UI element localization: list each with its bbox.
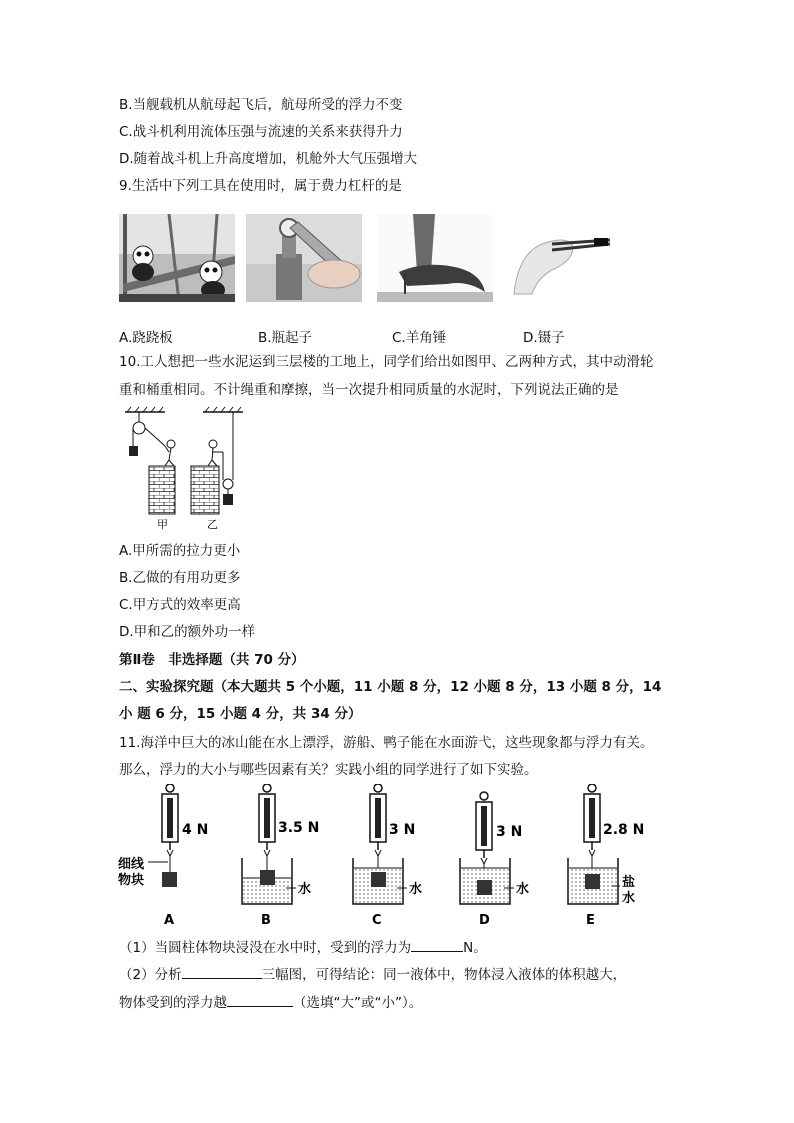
string-label: 细线 <box>118 857 145 872</box>
question-11-line1: 11.海洋中巨大的冰山能在水上漂浮，游船、鸭子能在水面游弋，这些现象都与浮力有关。 <box>119 735 654 751</box>
salt-water-label-2: 水 <box>622 891 636 906</box>
q11-sub2 <box>119 964 626 984</box>
bottle-opener-photo <box>246 214 362 302</box>
answer-blank-3[interactable] <box>227 992 293 1007</box>
answer-blank-2[interactable] <box>182 964 262 979</box>
q9-option-b: B.瓶起子 <box>258 330 313 346</box>
buoyancy-experiment-figure <box>118 784 648 932</box>
pulley-figure <box>119 404 259 532</box>
label-e: E <box>586 913 595 928</box>
question-11-line2: 那么，浮力的大小与哪些因素有关？实践小组的同学进行了如下实验。 <box>119 762 538 778</box>
question-9: 9.生活中下列工具在使用时，属于费力杠杆的是 <box>119 178 402 194</box>
q10-option-a: A.甲所需的拉力更小 <box>119 543 241 559</box>
option-c: C.战斗机利用流体压强与流速的关系来获得升力 <box>119 124 403 140</box>
tweezers-photo <box>512 214 614 302</box>
reading-c: 3 N <box>389 822 416 838</box>
claw-hammer-photo <box>377 214 493 302</box>
option-b: B.当舰载机从航母起飞后，航母所受的浮力不变 <box>119 97 403 113</box>
reading-e: 2.8 N <box>603 822 645 838</box>
water-label-c: 水 <box>409 882 423 897</box>
q11-sub1 <box>119 937 487 957</box>
setup-c <box>353 784 422 928</box>
setup-e <box>568 784 644 928</box>
block-label: 物块 <box>118 873 145 888</box>
q10-option-d: D.甲和乙的额外功一样 <box>119 624 256 640</box>
reading-d: 3 N <box>496 824 523 840</box>
q11-sub1-unit: N。 <box>463 940 487 956</box>
reading-a: 4 N <box>182 822 209 838</box>
q11-sub2-text-b: 三幅图，可得结论：同一液体中，物体浸入液体的体积越大， <box>261 967 627 983</box>
reading-b: 3.5 N <box>278 820 320 836</box>
q9-option-d: D.镊子 <box>523 330 565 346</box>
q11-sub3-text-a: 物体受到的浮力越 <box>119 995 227 1011</box>
q11-sub2-text-a: （2）分析 <box>119 967 182 983</box>
setup-d <box>460 792 529 928</box>
label-c: C <box>372 913 382 928</box>
answer-blank-1[interactable] <box>411 937 463 952</box>
setup-a <box>118 784 208 928</box>
q9-option-a: A.跷跷板 <box>119 330 173 346</box>
q11-sub1-text: （1）当圆柱体物块浸没在水中时，受到的浮力为 <box>119 940 412 956</box>
q11-sub3 <box>119 992 422 1012</box>
salt-water-label-1: 盐 <box>622 875 636 890</box>
setup-b <box>242 784 319 928</box>
part-2-header-line2: 小 题 6 分，15 小题 4 分，共 34 分） <box>119 706 362 722</box>
part-2-header-line1: 二、实验探究题（本大题共 5 个小题，11 小题 8 分，12 小题 8 分，13 小题 8 分，14 <box>119 679 662 695</box>
label-b: B <box>261 913 271 928</box>
question-10-line2: 重和桶重相同。不计绳重和摩擦，当一次提升相同质量的水泥时，下列说法正确的是 <box>119 382 619 398</box>
option-d: D.随着战斗机上升高度增加，机舱外大气压强增大 <box>119 151 418 167</box>
seesaw-photo <box>119 214 235 302</box>
label-jia: 甲 <box>157 518 168 531</box>
section-2-title: 第Ⅱ卷 非选择题（共 70 分） <box>119 652 305 668</box>
q11-sub3-text-b: （选填“大”或“小”）。 <box>293 995 423 1011</box>
water-label-d: 水 <box>516 882 530 897</box>
water-label-b: 水 <box>298 882 312 897</box>
q9-option-c: C.羊角锤 <box>392 330 447 346</box>
q10-option-b: B.乙做的有用功更多 <box>119 570 241 586</box>
label-yi: 乙 <box>207 518 218 531</box>
label-d: D <box>479 913 490 928</box>
label-a: A <box>164 913 175 928</box>
q10-option-c: C.甲方式的效率更高 <box>119 597 241 613</box>
question-10-line1: 10.工人想把一些水泥运到三层楼的工地上，同学们给出如图甲、乙两种方式，其中动滑轮 <box>119 354 654 370</box>
